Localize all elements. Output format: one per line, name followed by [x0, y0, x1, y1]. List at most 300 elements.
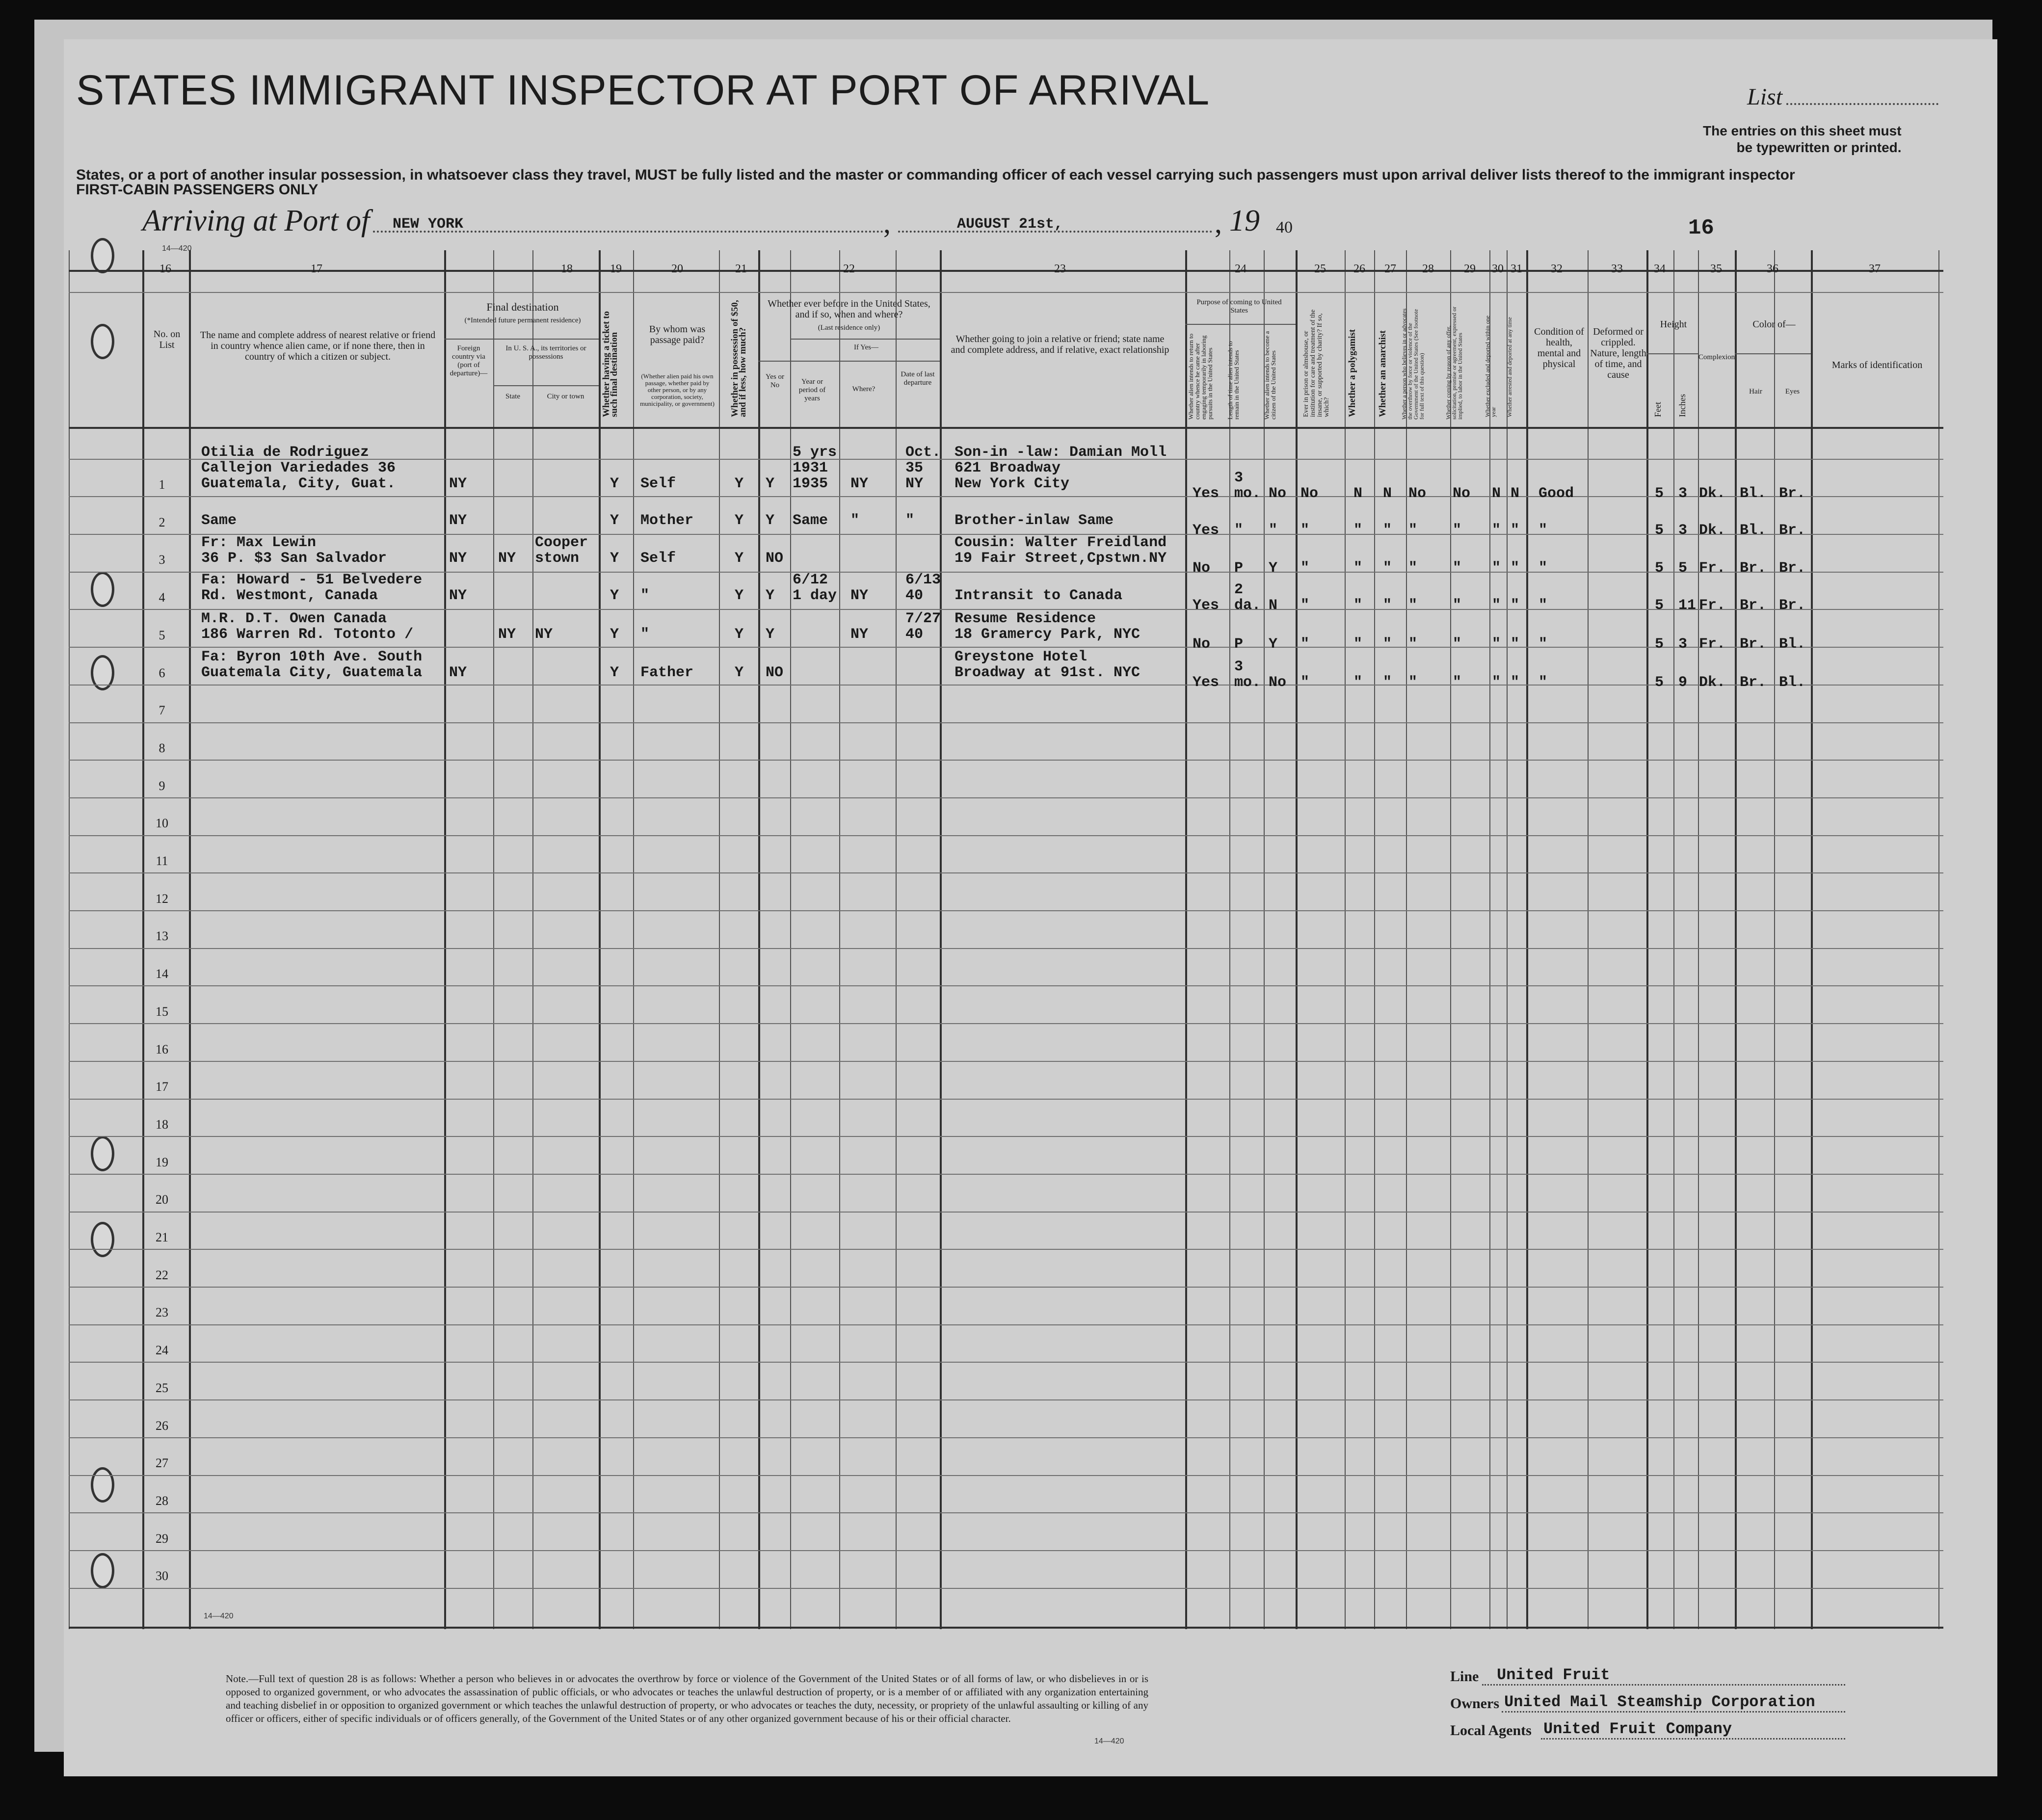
purpose-return-value: Yes — [1193, 674, 1220, 691]
header-state: State — [505, 393, 520, 400]
header-ever-before: Whether ever before in the United States, and if so, when and where? — [768, 298, 930, 320]
column-rule — [1588, 250, 1589, 1629]
row-number: 29 — [156, 1531, 168, 1546]
foreign-country-value: NY — [449, 550, 467, 567]
column-number: 26 — [1353, 263, 1365, 275]
col25-value: No — [1300, 485, 1319, 502]
header-col28: Whether a person who believes in or advocates the overthrow by force or violence of the Government of the United States (See footnote for full text of this question) — [1401, 308, 1425, 420]
join-relative-value: Son-in -law: Damian Moll — [955, 444, 1167, 461]
col30-value: " — [1492, 522, 1501, 539]
eyes-value: Br. — [1779, 560, 1806, 577]
column-rule — [1507, 250, 1508, 1629]
subheader-rule — [493, 385, 599, 386]
row-rule — [69, 722, 1943, 723]
agents-label: Local Agents — [1450, 1722, 1532, 1739]
money-value: Y — [735, 587, 744, 604]
col26-value: " — [1353, 597, 1363, 614]
row-number: 7 — [159, 703, 165, 718]
column-number: 28 — [1422, 263, 1434, 275]
row-number: 10 — [156, 816, 168, 831]
column-rule — [1938, 250, 1939, 1629]
row-rule — [69, 1437, 1943, 1438]
column-rule — [493, 250, 494, 1629]
purpose-citizen-value: No — [1269, 485, 1287, 502]
hair-value: Br. — [1740, 674, 1767, 691]
header-date-departure: Date of last departure — [901, 370, 935, 387]
passage-paid-value: Self — [640, 550, 676, 567]
join-relative-value: 621 Broadway — [955, 460, 1061, 476]
column-rule — [839, 250, 840, 1629]
row-number: 30 — [156, 1569, 168, 1583]
column-rule — [69, 250, 70, 1629]
column-number: 24 — [1235, 263, 1246, 275]
inches-value: 3 — [1678, 485, 1688, 502]
column-rule — [1296, 250, 1298, 1629]
foreign-country-value: NY — [449, 664, 467, 681]
row-rule — [69, 1627, 1943, 1629]
col31-value: " — [1511, 636, 1520, 653]
line-underline — [1482, 1684, 1845, 1686]
relative-address: Same — [201, 512, 237, 529]
header-col25: Ever in prison or almshouse, or institution for care and treatment of the insane, or supported by charity? If so, which? — [1302, 309, 1330, 417]
city-value: stown — [535, 550, 580, 567]
col30-value: " — [1492, 636, 1501, 653]
header-in-usa: In U. S. A., its territories or possessions — [505, 344, 586, 361]
header-passage-paid-note: (Whether alien paid his own passage, whether paid by other person, or by any corporation, society, municipality, or government) — [640, 372, 715, 407]
complexion-value: Dk. — [1699, 674, 1726, 691]
notice-line-2: be typewritten or printed. — [1736, 140, 1902, 155]
column-rule — [189, 250, 191, 1629]
hair-value: Br. — [1740, 560, 1767, 577]
purpose-return-value: Yes — [1193, 485, 1220, 502]
eyes-value: Br. — [1779, 522, 1806, 539]
column-number: 23 — [1054, 263, 1066, 275]
column-number: 20 — [671, 263, 683, 275]
purpose-citizen-value: No — [1269, 674, 1287, 691]
ever-before-value: Y — [766, 626, 775, 643]
passage-paid-value: " — [640, 587, 650, 604]
col30-value: " — [1492, 597, 1501, 614]
header-where: Where? — [852, 385, 875, 393]
passage-paid-value: " — [640, 626, 650, 643]
column-number: 16 — [159, 263, 171, 275]
purpose-citizen-value: N — [1269, 597, 1278, 614]
column-rule — [633, 250, 634, 1629]
column-number: 19 — [610, 263, 622, 275]
year-suffix: 40 — [1276, 218, 1293, 237]
join-relative-value: Cousin: Walter Freidland — [955, 534, 1167, 551]
row-rule — [69, 1136, 1943, 1137]
health-value: " — [1538, 636, 1548, 653]
column-rule — [758, 250, 760, 1629]
list-label: List — [1747, 84, 1783, 110]
money-value: Y — [735, 475, 744, 492]
subheader-rule — [444, 339, 599, 340]
header-eyes: Eyes — [1785, 388, 1800, 396]
departure-value: 40 — [905, 626, 924, 643]
column-rule — [1229, 250, 1230, 1629]
years-value: 1 day — [793, 587, 837, 604]
header-join-relative: Whether going to join a relative or friend; state name and complete address, and if relative, exact relationship — [951, 334, 1169, 355]
col27-value: " — [1383, 597, 1392, 614]
col25-value: " — [1300, 597, 1310, 614]
col27-value: " — [1383, 522, 1392, 539]
purpose-length-value: mo. — [1234, 674, 1261, 691]
header-passage-paid: By whom was passage paid? — [649, 324, 706, 345]
row-number: 14 — [156, 967, 168, 981]
col31-value: " — [1511, 560, 1520, 577]
arriving-label: Arriving at Port of — [142, 204, 370, 237]
header-condition: Condition of health, mental and physical — [1534, 326, 1584, 369]
notice-line-1: The entries on this sheet must — [1703, 123, 1902, 138]
date-value: AUGUST 21st, — [957, 216, 1063, 233]
col25-value: " — [1300, 636, 1310, 653]
row-number: 11 — [156, 854, 168, 868]
purpose-length-value: P — [1234, 636, 1244, 653]
row-number: 27 — [156, 1456, 168, 1471]
header-nearest-relative: The name and complete address of nearest relative or friend in country whence alien came, or if none there, then in country of which a citizen or subject. — [200, 330, 436, 362]
departure-value: " — [905, 512, 915, 529]
row-number: 20 — [156, 1192, 168, 1207]
years-value: 6/12 — [793, 572, 828, 588]
row-rule — [69, 835, 1943, 836]
health-value: " — [1538, 597, 1548, 614]
years-value: 1935 — [793, 475, 828, 492]
row-number: 24 — [156, 1343, 168, 1358]
column-rule — [532, 250, 533, 1629]
join-relative-value: Brother-inlaw Same — [955, 512, 1114, 529]
column-rule — [1646, 250, 1648, 1629]
row-number: 9 — [159, 778, 165, 793]
column-rule — [790, 250, 791, 1629]
port-value: NEW YORK — [393, 216, 464, 233]
header-possession-50: Whether in possession of $50, and if less, how much? — [730, 300, 748, 417]
col31-value: " — [1511, 522, 1520, 539]
col31-value: " — [1511, 674, 1520, 691]
hair-value: Br. — [1740, 597, 1767, 614]
feet-value: 5 — [1655, 522, 1664, 539]
foreign-country-value: NY — [449, 587, 467, 604]
hair-value: Bl. — [1740, 522, 1767, 539]
eyes-value: Bl. — [1779, 674, 1806, 691]
purpose-length-value: " — [1234, 522, 1244, 539]
inches-value: 5 — [1678, 560, 1688, 577]
relative-address: Fa: Howard - 51 Belvedere — [201, 572, 423, 588]
column-rule — [142, 250, 144, 1629]
join-relative-value: New York City — [955, 475, 1070, 492]
where-value: NY — [850, 475, 869, 492]
row-rule — [69, 872, 1943, 873]
join-relative-value: Resume Residence — [955, 610, 1096, 627]
header-col29: Whether coming by reason of any offer, solicitation, promise or agreement, expressed or implied, to labor in the United States — [1445, 306, 1463, 420]
agents-value: United Fruit Company — [1543, 1720, 1732, 1738]
feet-value: 5 — [1655, 674, 1664, 691]
instructions-line: States, or a port of another insular possession, in whatsoever class they travel, MUST be fully listed and the master or commanding officer of each vessel carrying such passengers must upon arrival deliver lists thereof to the immigrant inspector — [76, 167, 1795, 183]
col26-value: " — [1353, 560, 1363, 577]
relative-address: M.R. D.T. Owen Canada — [201, 610, 387, 627]
row-rule — [69, 1023, 1943, 1024]
complexion-value: Fr. — [1699, 597, 1726, 614]
row-number: 4 — [159, 590, 165, 605]
purpose-citizen-value: Y — [1269, 560, 1278, 577]
city-value: NY — [535, 626, 553, 643]
col29-value: " — [1453, 674, 1462, 691]
purpose-length-value: 2 — [1234, 581, 1244, 598]
row-rule — [69, 1287, 1943, 1288]
subheader-rule — [758, 361, 940, 362]
complexion-value: Fr. — [1699, 636, 1726, 653]
row-rule — [69, 1212, 1943, 1213]
column-number: 25 — [1314, 263, 1326, 275]
relative-address: 36 P. $3 San Salvador — [201, 550, 387, 567]
row-rule — [69, 910, 1943, 911]
years-value: 5 yrs — [793, 444, 837, 461]
row-number: 1 — [159, 477, 165, 492]
subheader-rule — [1735, 353, 1811, 354]
column-number: 22 — [843, 263, 855, 275]
row-number: 28 — [156, 1493, 168, 1508]
column-rule — [599, 250, 601, 1629]
row-number: 16 — [156, 1042, 168, 1056]
year-prefix: 19 — [1229, 204, 1260, 237]
feet-value: 5 — [1655, 636, 1664, 653]
row-number: 3 — [159, 553, 165, 567]
owners-underline — [1502, 1711, 1845, 1713]
subheader-rule — [1646, 353, 1698, 354]
header-feet: Feet — [1653, 402, 1663, 417]
row-rule — [69, 1512, 1943, 1513]
hair-value: Bl. — [1740, 485, 1767, 502]
col29-value: " — [1453, 597, 1462, 614]
column-rule — [1406, 250, 1407, 1629]
col26-value: N — [1353, 485, 1363, 502]
column-rule — [1450, 250, 1451, 1629]
relative-address: 186 Warren Rd. Totonto / — [201, 626, 414, 643]
relative-address: Otilia de Rodriguez — [201, 444, 370, 461]
column-rule — [1489, 250, 1490, 1629]
hair-value: Br. — [1740, 636, 1767, 653]
join-relative-value: Greystone Hotel — [955, 649, 1087, 665]
col29-value: " — [1453, 560, 1462, 577]
col30-value: N — [1492, 485, 1501, 502]
column-rule — [1811, 250, 1813, 1629]
purpose-length-value: 3 — [1234, 470, 1244, 486]
row-number: 21 — [156, 1230, 168, 1244]
departure-value: 7/27 — [905, 610, 941, 627]
ticket-value: Y — [610, 512, 619, 529]
column-rule — [719, 250, 720, 1629]
purpose-return-value: No — [1193, 560, 1211, 577]
eyes-value: Br. — [1779, 485, 1806, 502]
column-number: 33 — [1611, 263, 1623, 275]
ticket-value: Y — [610, 475, 619, 492]
purpose-return-value: Yes — [1193, 597, 1220, 614]
where-value: NY — [850, 626, 869, 643]
header-yes-no: Yes or No — [765, 373, 785, 389]
column-number: 34 — [1654, 263, 1666, 275]
ticket-value: Y — [610, 587, 619, 604]
col30-value: " — [1492, 674, 1501, 691]
column-rule — [1735, 250, 1737, 1629]
inches-value: 9 — [1678, 674, 1688, 691]
row-number: 15 — [156, 1004, 168, 1019]
col31-value: " — [1511, 597, 1520, 614]
row-rule — [69, 1061, 1943, 1062]
subheader-rule — [1185, 324, 1296, 325]
header-deformed: Deformed or crippled. Nature, length of time, and cause — [1590, 326, 1646, 380]
col27-value: " — [1383, 674, 1392, 691]
header-if-yes: If Yes— — [853, 343, 878, 351]
header-city: City or town — [547, 393, 584, 400]
complexion-value: Fr. — [1699, 560, 1726, 577]
feet-value: 5 — [1655, 485, 1664, 502]
col31-value: N — [1511, 485, 1520, 502]
row-rule — [69, 797, 1943, 798]
class-note: FIRST-CABIN PASSENGERS ONLY — [76, 182, 318, 198]
inches-value: 3 — [1678, 636, 1688, 653]
row-rule — [69, 1324, 1943, 1325]
header-foreign-country: Foreign country via (port of departure)— — [450, 344, 488, 377]
row-rule — [69, 1174, 1943, 1175]
header-col26: Whether a polygamist — [1347, 329, 1357, 417]
column-rule — [1345, 250, 1346, 1629]
health-value: " — [1538, 674, 1548, 691]
header-last-residence: (Last residence only) — [818, 324, 880, 332]
header-hair: Hair — [1749, 388, 1762, 396]
money-value: Y — [735, 626, 744, 643]
state-value: NY — [498, 626, 516, 643]
column-number: 17 — [311, 263, 322, 275]
col30-value: " — [1492, 560, 1501, 577]
purpose-length-value: da. — [1234, 597, 1261, 614]
comma-separator-2: , — [1215, 207, 1222, 239]
column-rule — [1698, 250, 1699, 1629]
row-rule — [69, 1362, 1943, 1363]
col28-value: " — [1408, 560, 1418, 577]
column-number: 30 — [1492, 263, 1504, 275]
row-number: 13 — [156, 929, 168, 944]
col25-value: " — [1300, 522, 1310, 539]
header-complexion: Complexion — [1698, 353, 1735, 361]
col28-value: " — [1408, 674, 1418, 691]
purpose-citizen-value: " — [1269, 522, 1278, 539]
col29-value: No — [1453, 485, 1471, 502]
sheet-number: 16 — [1688, 216, 1714, 240]
header-col30: Whether excluded and deported within one year — [1484, 316, 1497, 417]
row-rule — [69, 1399, 1943, 1400]
where-value: " — [850, 512, 860, 529]
col25-value: " — [1300, 560, 1310, 577]
complexion-value: Dk. — [1699, 485, 1726, 502]
purpose-length-value: mo. — [1234, 485, 1261, 502]
purpose-length-value: 3 — [1234, 659, 1244, 675]
comma-separator: , — [883, 207, 891, 239]
form-number-bottom: 14—420 — [204, 1612, 234, 1620]
header-purpose-c: Whether alien intends to become a citizen of the United States — [1263, 331, 1277, 420]
col28-value: " — [1408, 597, 1418, 614]
header-height: Height — [1660, 319, 1687, 330]
departure-value: 40 — [905, 587, 924, 604]
column-number: 32 — [1551, 263, 1563, 275]
column-number: 21 — [735, 263, 747, 275]
row-number: 5 — [159, 628, 165, 642]
passage-paid-value: Father — [640, 664, 694, 681]
passage-paid-value: Mother — [640, 512, 694, 529]
row-rule — [69, 985, 1943, 986]
purpose-citizen-value: Y — [1269, 636, 1278, 653]
row-number: 8 — [159, 740, 165, 755]
column-rule — [1526, 250, 1528, 1629]
health-value: Good — [1538, 485, 1574, 502]
header-final-destination-note: (*Intended future permanent residence) — [464, 317, 581, 324]
column-rule — [1774, 250, 1775, 1629]
column-number: 29 — [1464, 263, 1476, 275]
col27-value: " — [1383, 560, 1392, 577]
header-col31: Whether arrested and deported at any time — [1506, 317, 1513, 417]
subheader-rule — [790, 339, 940, 340]
col26-value: " — [1353, 636, 1363, 653]
column-rule — [1264, 250, 1265, 1629]
column-number: 37 — [1869, 263, 1881, 275]
form-number-top: 14—420 — [162, 244, 192, 253]
header-marks: Marks of identification — [1831, 360, 1923, 370]
years-value: Same — [793, 512, 828, 529]
header-color-of: Color of— — [1752, 319, 1796, 330]
row-rule — [69, 427, 1943, 429]
row-number: 26 — [156, 1418, 168, 1433]
row-rule — [69, 1249, 1943, 1250]
row-rule — [69, 1588, 1943, 1589]
header-ticket: Whether having a ticket to such final destination — [601, 311, 619, 417]
col28-value: No — [1408, 485, 1427, 502]
row-number: 22 — [156, 1267, 168, 1282]
ticket-value: Y — [610, 626, 619, 643]
foreign-country-value: NY — [449, 475, 467, 492]
ticket-value: Y — [610, 664, 619, 681]
complexion-value: Dk. — [1699, 522, 1726, 539]
col27-value: " — [1383, 636, 1392, 653]
relative-address: Fa: Byron 10th Ave. South — [201, 649, 423, 665]
header-purpose-a: Whether alien intends to return to country whence he came after engaging temporarily in laboring pursuits in the United States — [1187, 333, 1214, 420]
column-number: 31 — [1511, 263, 1522, 275]
header-purpose-b: Length of time alien intends to remain in the United States — [1226, 341, 1240, 420]
purpose-length-value: P — [1234, 560, 1244, 577]
col26-value: " — [1353, 674, 1363, 691]
eyes-value: Br. — [1779, 597, 1806, 614]
money-value: Y — [735, 512, 744, 529]
line-label: Line — [1450, 1668, 1479, 1685]
row-rule — [69, 760, 1943, 761]
passage-paid-value: Self — [640, 475, 676, 492]
row-number: 25 — [156, 1380, 168, 1395]
column-number: 35 — [1710, 263, 1722, 275]
city-value: Cooper — [535, 534, 588, 551]
col29-value: " — [1453, 636, 1462, 653]
health-value: " — [1538, 560, 1548, 577]
column-rule — [444, 250, 446, 1629]
agents-underline — [1541, 1738, 1845, 1740]
feet-value: 5 — [1655, 560, 1664, 577]
header-col27: Whether an anarchist — [1378, 330, 1388, 417]
ever-before-value: Y — [766, 475, 775, 492]
ever-before-value: NO — [766, 664, 784, 681]
col29-value: " — [1453, 522, 1462, 539]
departure-value: 6/13 — [905, 572, 941, 588]
relative-address: Guatemala, City, Guat. — [201, 475, 396, 492]
question-28-footnote: Note.—Full text of question 28 is as follows: Whether a person who believes in or advocates the overthrow by force or violence of the Government of the United States or of all forms of law, or who disbelieves in or is opposed to organized government, or who advocates the assassination of public officials, or who advocates or teaches the unlawful destruction of property, or is a member of or affiliated with any organization entertaining and teaching disbelief in or opposition to organized government or which teaches the unlawful destruction of property, or who advocates or teaches the duty, necessity, or propriety of the unlawful assaulting or killing of any officer or officers, either of specific individuals or of officers generally, of the Government of the United States or of any other organized government because of his or their official character. — [226, 1673, 1148, 1724]
join-relative-value: 18 Gramercy Park, NYC — [955, 626, 1140, 643]
row-rule — [69, 948, 1943, 949]
